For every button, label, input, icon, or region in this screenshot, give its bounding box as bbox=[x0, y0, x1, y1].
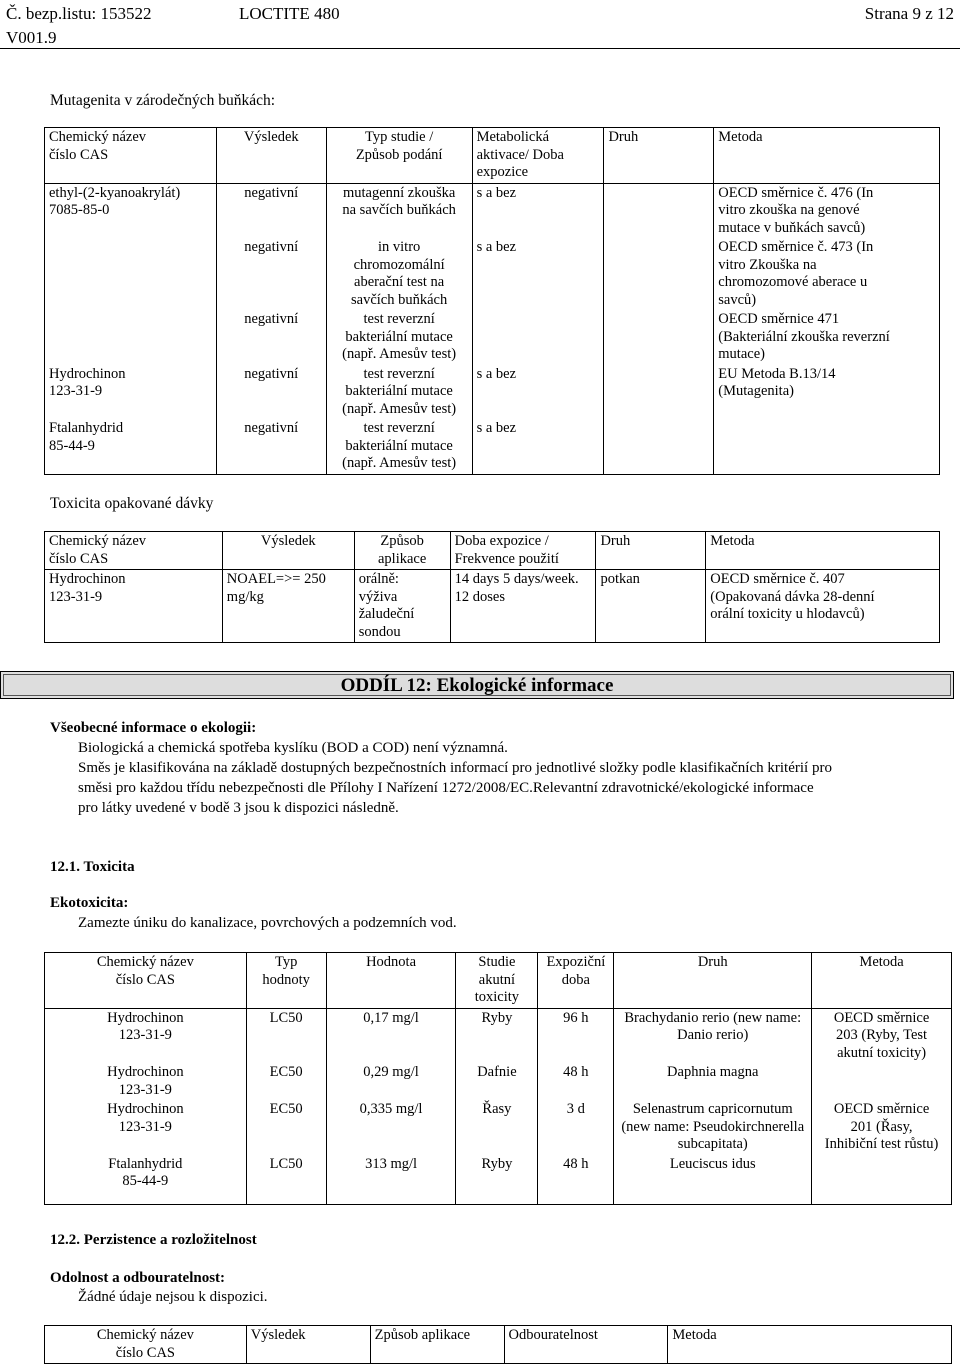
table-cell: Hydrochinon 123-31-9 bbox=[45, 365, 217, 420]
table-cell bbox=[604, 238, 714, 310]
table-cell bbox=[604, 310, 714, 365]
table-cell: LC50 bbox=[246, 1155, 326, 1205]
ecotoxicity-table bbox=[44, 952, 952, 1205]
table-cell: orálně: výživa žaludeční sondou bbox=[354, 570, 450, 643]
table-cell: test reverzní bakteriální mutace (např. Amesův test) bbox=[326, 365, 472, 420]
table-cell bbox=[714, 419, 940, 474]
table-cell: negativní bbox=[216, 365, 326, 420]
section-12-title: ODDÍL 12: Ekologické informace bbox=[340, 675, 614, 696]
mutagenicity-table bbox=[44, 127, 940, 475]
table-cell bbox=[604, 365, 714, 420]
general-eco-text-2a: Směs je klasifikována na základě dostupných bezpečnostních informací pro jednotlivé složky podle klasifikačních kritérií pro bbox=[78, 760, 832, 776]
table-cell: 0,29 mg/l bbox=[326, 1063, 456, 1100]
table-cell: Dafnie bbox=[456, 1063, 538, 1100]
table-cell: OECD směrnice č. 407 (Opakovaná dávka 28-denní orální toxicity u hlodavců) bbox=[706, 570, 940, 643]
table-header-row bbox=[45, 128, 940, 184]
table-cell: negativní bbox=[216, 183, 326, 238]
table-cell: OECD směrnice č. 476 (In vitro zkouška na genové mutace v buňkách savců) bbox=[714, 183, 940, 238]
table-cell: 313 mg/l bbox=[326, 1155, 456, 1205]
table-cell: OECD směrnice 471 (Bakteriální zkouška reverzní mutace) bbox=[714, 310, 940, 365]
table-cell: negativní bbox=[216, 419, 326, 474]
column-header: Druh bbox=[596, 532, 706, 570]
table-row bbox=[45, 1100, 952, 1155]
table-cell: negativní bbox=[216, 238, 326, 310]
column-header: Chemický název číslo CAS bbox=[45, 532, 223, 570]
table-cell: Ftalanhydrid 85-44-9 bbox=[45, 1155, 247, 1205]
general-eco-text-2c: pro látky uvedené v bodě 3 jsou k dispozici následně. bbox=[78, 800, 399, 816]
table-cell: 48 h bbox=[538, 1063, 614, 1100]
column-header: Výsledek bbox=[222, 532, 354, 570]
table-cell: Ftalanhydrid 85-44-9 bbox=[45, 419, 217, 474]
column-header: Chemický název číslo CAS bbox=[45, 128, 217, 184]
column-header: Metoda bbox=[714, 128, 940, 184]
table-cell: s a bez bbox=[472, 365, 604, 420]
table-cell: Řasy bbox=[456, 1100, 538, 1155]
table-cell: Ryby bbox=[456, 1008, 538, 1063]
table-cell: NOAEL=>= 250 mg/kg bbox=[222, 570, 354, 643]
column-header: Výsledek bbox=[246, 1326, 370, 1364]
column-header: Metoda bbox=[668, 1326, 952, 1364]
table-cell: s a bez bbox=[472, 238, 604, 310]
column-header: Chemický název číslo CAS bbox=[45, 953, 247, 1009]
table-row bbox=[45, 1008, 952, 1063]
column-header: Studie akutní toxicity bbox=[456, 953, 538, 1009]
general-eco-heading: Všeobecné informace o ekologii: bbox=[50, 720, 257, 736]
table-cell: test reverzní bakteriální mutace (např. Amesův test) bbox=[326, 310, 472, 365]
table-cell: Leuciscus idus bbox=[614, 1155, 812, 1205]
column-header: Hodnota bbox=[326, 953, 456, 1009]
table-cell: s a bez bbox=[472, 419, 604, 474]
table-cell: EU Metoda B.13/14 (Mutagenita) bbox=[714, 365, 940, 420]
header-divider bbox=[0, 48, 960, 49]
table-cell: Hydrochinon 123-31-9 bbox=[45, 570, 223, 643]
ecotox-text: Zamezte úniku do kanalizace, povrchových a podzemních vod. bbox=[78, 915, 457, 931]
degradability-heading: Odolnost a odbouratelnost: bbox=[50, 1270, 226, 1286]
subsection-12-1: 12.1. Toxicita bbox=[50, 859, 135, 875]
table-cell bbox=[45, 238, 217, 310]
column-header: Druh bbox=[614, 953, 812, 1009]
column-header: Metoda bbox=[812, 953, 952, 1009]
table-row bbox=[45, 238, 940, 310]
column-header: Odbouratelnost bbox=[504, 1326, 668, 1364]
table-cell: mutagenní zkouška na savčích buňkách bbox=[326, 183, 472, 238]
table-row bbox=[45, 310, 940, 365]
table-cell: potkan bbox=[596, 570, 706, 643]
table-cell: 14 days 5 days/week. 12 doses bbox=[450, 570, 596, 643]
table-cell: OECD směrnice 201 (Řasy, Inhibiční test růstu) bbox=[812, 1100, 952, 1155]
doc-number: Č. bezp.listu: 153522 bbox=[6, 4, 152, 23]
general-eco-text-1: Biologická a chemická spotřeba kyslíku (BOD a COD) není významná. bbox=[78, 740, 508, 756]
table-cell: Ryby bbox=[456, 1155, 538, 1205]
version: V001.9 bbox=[6, 28, 57, 47]
degradability-text: Žádné údaje nejsou k dispozici. bbox=[78, 1289, 268, 1305]
table-cell: ethyl-(2-kyanoakrylát) 7085-85-0 bbox=[45, 183, 217, 238]
table-cell: Brachydanio rerio (new name: Danio rerio) bbox=[614, 1008, 812, 1063]
table-cell: OECD směrnice 203 (Ryby, Test akutní toxicity) bbox=[812, 1008, 952, 1063]
table-cell bbox=[812, 1155, 952, 1205]
column-header: Druh bbox=[604, 128, 714, 184]
table-cell: s a bez bbox=[472, 183, 604, 238]
table-header-row bbox=[45, 953, 952, 1009]
table-row bbox=[45, 1063, 952, 1100]
column-header: Doba expozice / Frekvence použití bbox=[450, 532, 596, 570]
table-cell: negativní bbox=[216, 310, 326, 365]
table-row bbox=[45, 365, 940, 420]
table-cell: 0,335 mg/l bbox=[326, 1100, 456, 1155]
table-cell: Selenastrum capricornutum (new name: Pseudokirchnerella subcapitata) bbox=[614, 1100, 812, 1155]
table-cell: Hydrochinon 123-31-9 bbox=[45, 1063, 247, 1100]
page-number: Strana 9 z 12 bbox=[864, 4, 954, 23]
column-header: Expoziční doba bbox=[538, 953, 614, 1009]
table-cell: EC50 bbox=[246, 1100, 326, 1155]
table-cell: OECD směrnice č. 473 (In vitro Zkouška na chromozomové aberace u savců) bbox=[714, 238, 940, 310]
table-cell bbox=[812, 1063, 952, 1100]
table-cell: Hydrochinon 123-31-9 bbox=[45, 1008, 247, 1063]
ecotox-heading: Ekotoxicita: bbox=[50, 895, 129, 911]
column-header: Způsob aplikace bbox=[370, 1326, 504, 1364]
subsection-12-2: 12.2. Perzistence a rozložitelnost bbox=[50, 1232, 257, 1248]
product-name: LOCTITE 480 bbox=[239, 4, 340, 23]
table-cell: test reverzní bakteriální mutace (např. Amesův test) bbox=[326, 419, 472, 474]
table-cell: LC50 bbox=[246, 1008, 326, 1063]
table-cell: Hydrochinon 123-31-9 bbox=[45, 1100, 247, 1155]
mutagenicity-title: Mutagenita v zárodečných buňkách: bbox=[50, 92, 276, 109]
table-cell bbox=[472, 310, 604, 365]
column-header: Způsob aplikace bbox=[354, 532, 450, 570]
table-cell bbox=[45, 310, 217, 365]
table-cell: 0,17 mg/l bbox=[326, 1008, 456, 1063]
column-header: Metabolická aktivace/ Doba expozice bbox=[472, 128, 604, 184]
section-12-banner bbox=[0, 671, 954, 699]
general-eco-text-2b: směsi pro každou třídu nebezpečnosti dle Přílohy I Nařízení 1272/2008/EC.Relevantní zdravotnické/ekologické informace bbox=[78, 780, 814, 796]
table-cell: in vitro chromozomální aberační test na savčích buňkách bbox=[326, 238, 472, 310]
repeated-dose-table bbox=[44, 531, 940, 643]
degradability-table bbox=[44, 1325, 952, 1364]
table-row bbox=[45, 1155, 952, 1205]
repeated-dose-title: Toxicita opakované dávky bbox=[50, 495, 214, 512]
column-header: Výsledek bbox=[216, 128, 326, 184]
column-header: Typ studie / Způsob podání bbox=[326, 128, 472, 184]
table-row bbox=[45, 183, 940, 238]
table-header-row bbox=[45, 532, 940, 570]
table-cell: EC50 bbox=[246, 1063, 326, 1100]
column-header: Metoda bbox=[706, 532, 940, 570]
table-cell: 3 d bbox=[538, 1100, 614, 1155]
table-cell bbox=[604, 183, 714, 238]
table-cell: 96 h bbox=[538, 1008, 614, 1063]
column-header: Chemický název číslo CAS bbox=[45, 1326, 247, 1364]
column-header: Typ hodnoty bbox=[246, 953, 326, 1009]
table-header-row bbox=[45, 1326, 952, 1364]
table-row bbox=[45, 570, 940, 643]
table-cell bbox=[604, 419, 714, 474]
table-row bbox=[45, 419, 940, 474]
table-cell: 48 h bbox=[538, 1155, 614, 1205]
table-cell: Daphnia magna bbox=[614, 1063, 812, 1100]
